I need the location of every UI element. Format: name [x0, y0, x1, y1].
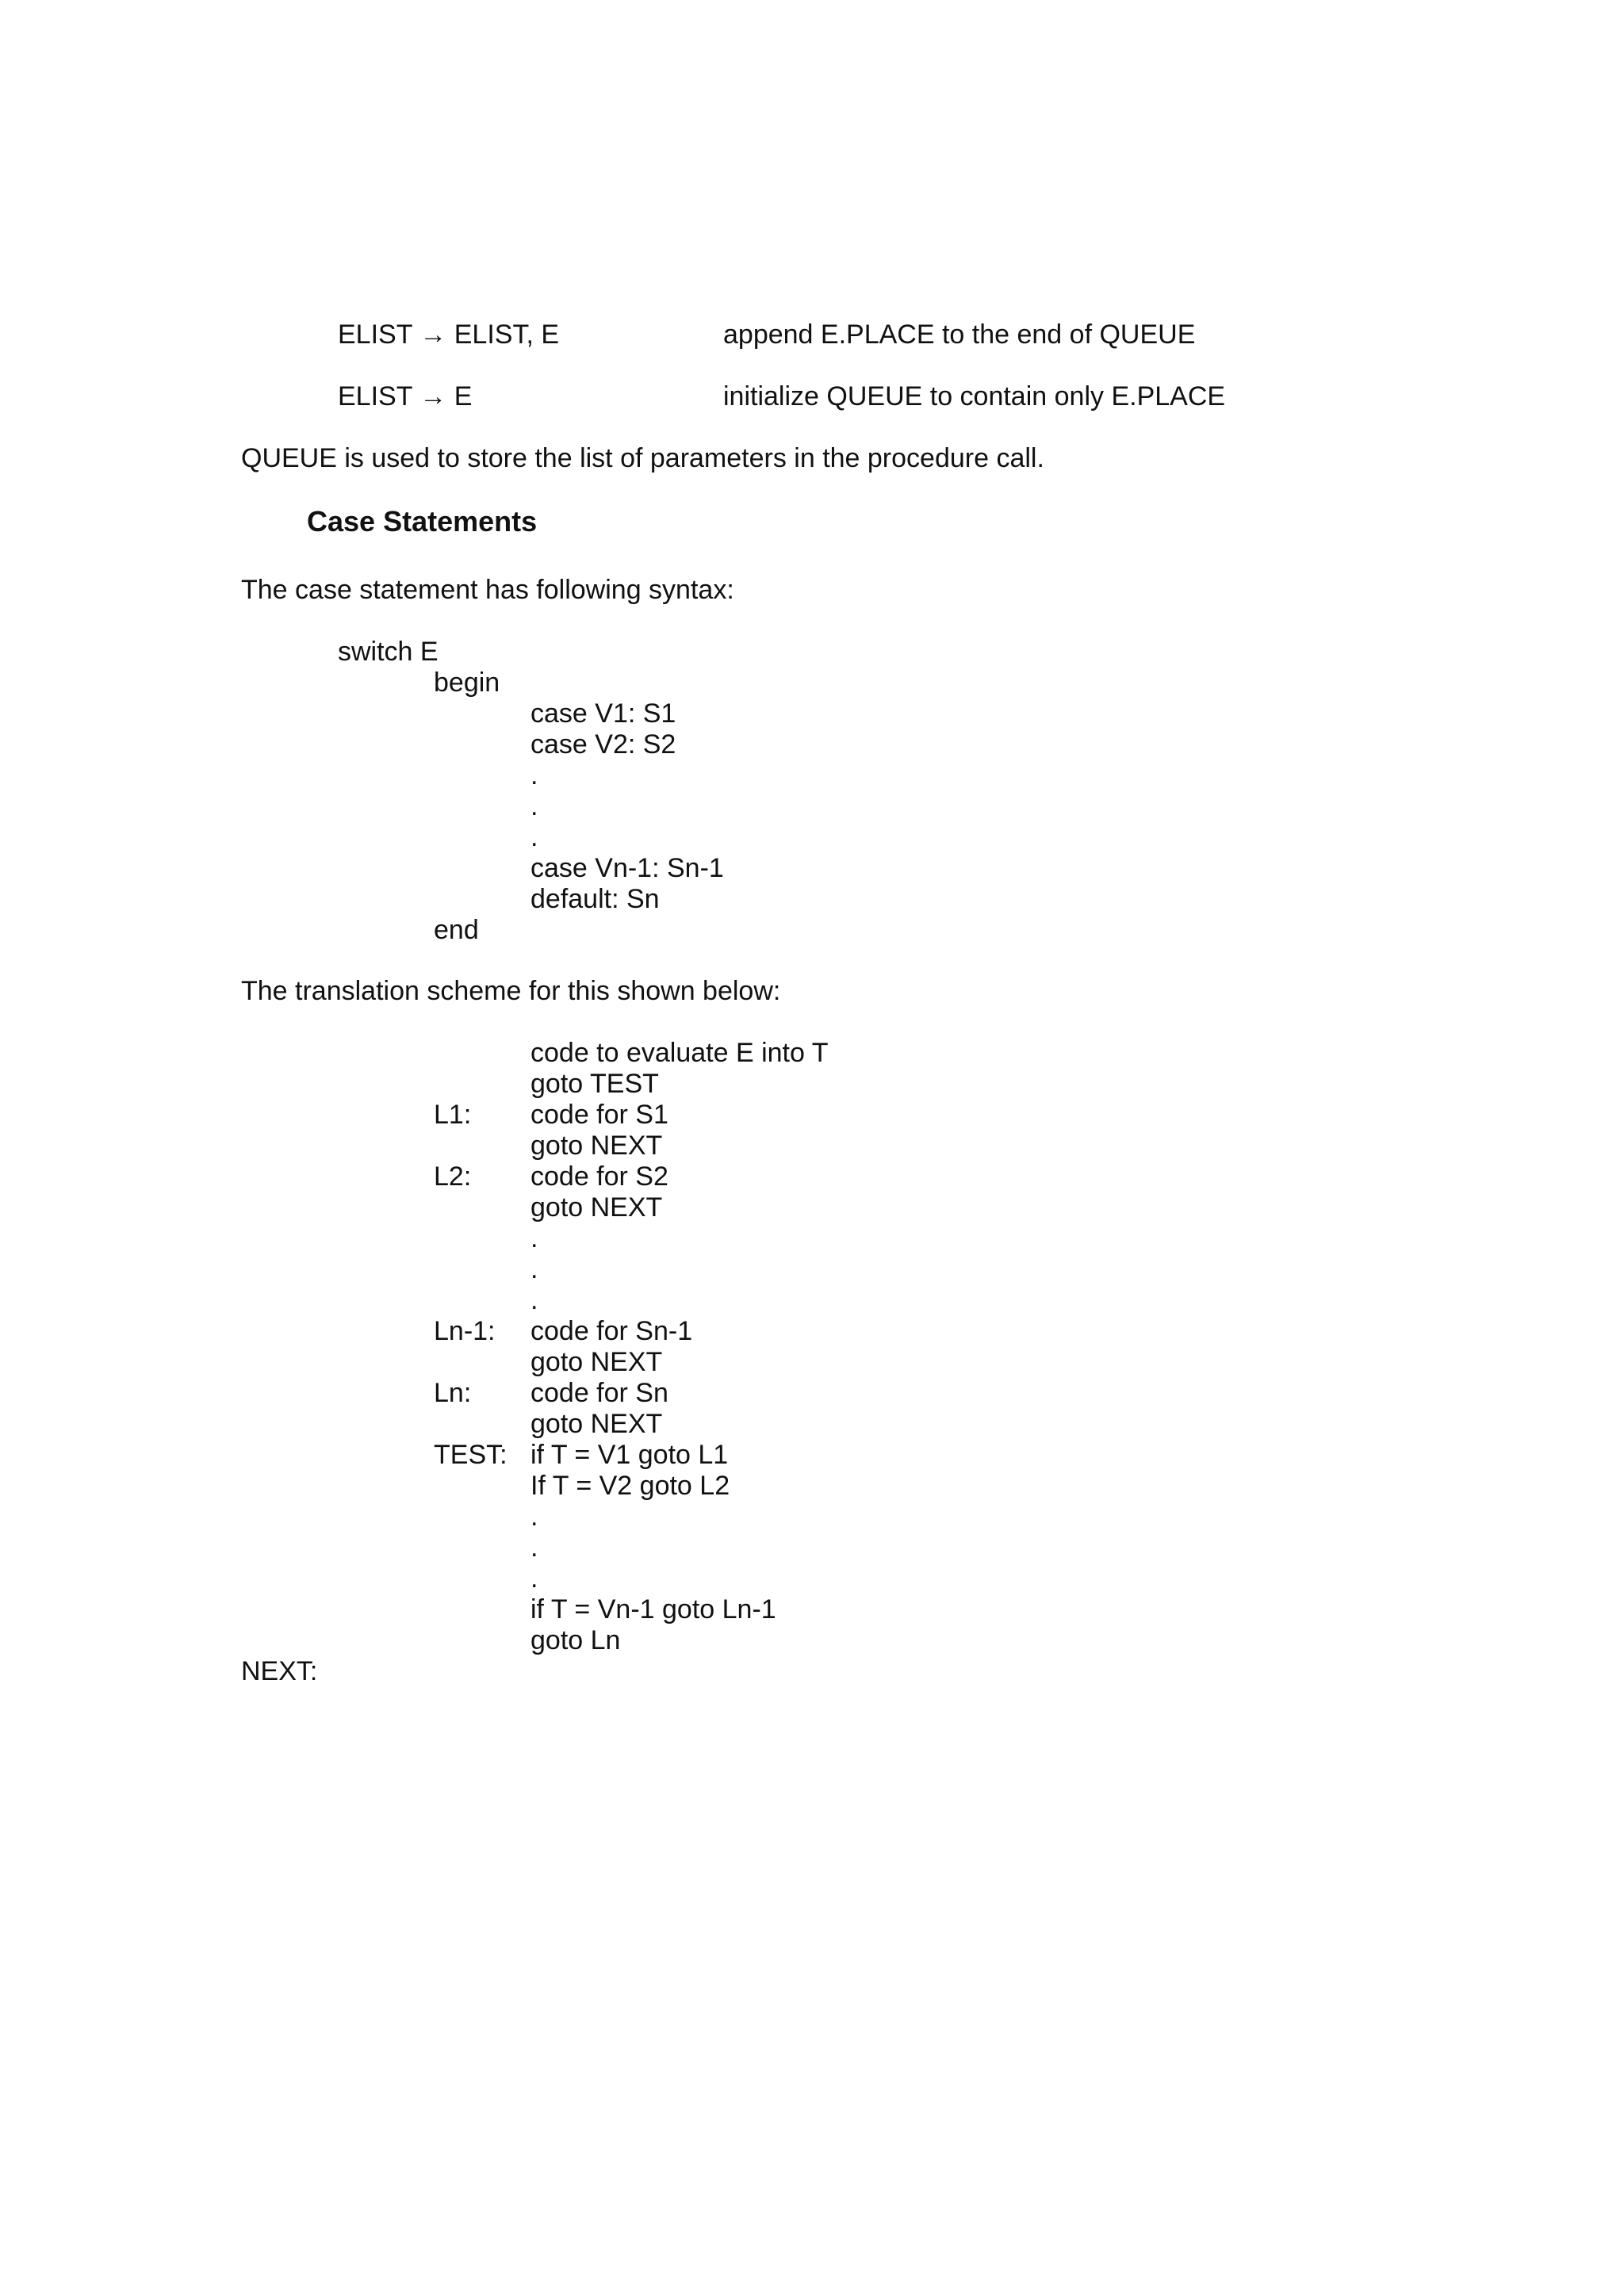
- next-label: NEXT:: [241, 1656, 318, 1686]
- production-rule: ELIST → ELIST, E: [338, 320, 560, 350]
- translation-code: goto TEST: [530, 1069, 659, 1099]
- syntax-intro: The case statement has following syntax:: [241, 575, 734, 605]
- syntax-line: case V1: S1: [530, 698, 676, 729]
- translation-code: .: [530, 1223, 538, 1253]
- translation-label: Ln-1:: [434, 1316, 496, 1346]
- translation-code: code to evaluate E into T: [530, 1038, 829, 1068]
- production-action: append E.PLACE to the end of QUEUE: [723, 320, 1196, 350]
- syntax-line: .: [530, 760, 538, 790]
- translation-code: code for S2: [530, 1161, 668, 1192]
- syntax-line: case V2: S2: [530, 729, 676, 760]
- translation-code: goto NEXT: [530, 1347, 663, 1377]
- translation-label: L1:: [434, 1100, 472, 1130]
- translation-code: if T = V1 goto L1: [530, 1440, 729, 1470]
- queue-note: QUEUE is used to store the list of parameters in the procedure call.: [241, 443, 1044, 473]
- production-action: initialize QUEUE to contain only E.PLACE: [723, 381, 1226, 411]
- translation-code: .: [530, 1285, 538, 1315]
- translation-code: .: [530, 1533, 538, 1563]
- translation-label: L2:: [434, 1161, 472, 1192]
- translation-label: TEST:: [434, 1440, 508, 1470]
- translation-label: Ln:: [434, 1378, 472, 1408]
- translation-code: code for Sn-1: [530, 1316, 693, 1346]
- translation-code: .: [530, 1502, 538, 1532]
- translation-code: .: [530, 1563, 538, 1594]
- syntax-line: case Vn-1: Sn-1: [530, 853, 724, 883]
- translation-code: If T = V2 goto L2: [530, 1471, 730, 1501]
- translation-code: code for S1: [530, 1100, 668, 1130]
- translation-code: if T = Vn-1 goto Ln-1: [530, 1594, 776, 1624]
- translation-code: goto NEXT: [530, 1192, 663, 1223]
- syntax-line: .: [530, 822, 538, 852]
- syntax-line: .: [530, 791, 538, 821]
- section-heading: Case Statements: [307, 505, 538, 538]
- translation-code: goto Ln: [530, 1625, 621, 1655]
- syntax-begin: begin: [434, 668, 500, 698]
- production-rule: ELIST → E: [338, 381, 473, 411]
- syntax-switch: switch E: [338, 637, 439, 667]
- translation-code: .: [530, 1254, 538, 1284]
- translation-code: goto NEXT: [530, 1409, 663, 1439]
- translation-code: code for Sn: [530, 1378, 668, 1408]
- syntax-line: default: Sn: [530, 884, 660, 914]
- syntax-end: end: [434, 915, 479, 945]
- translation-code: goto NEXT: [530, 1131, 663, 1161]
- translation-intro: The translation scheme for this shown below:: [241, 976, 781, 1006]
